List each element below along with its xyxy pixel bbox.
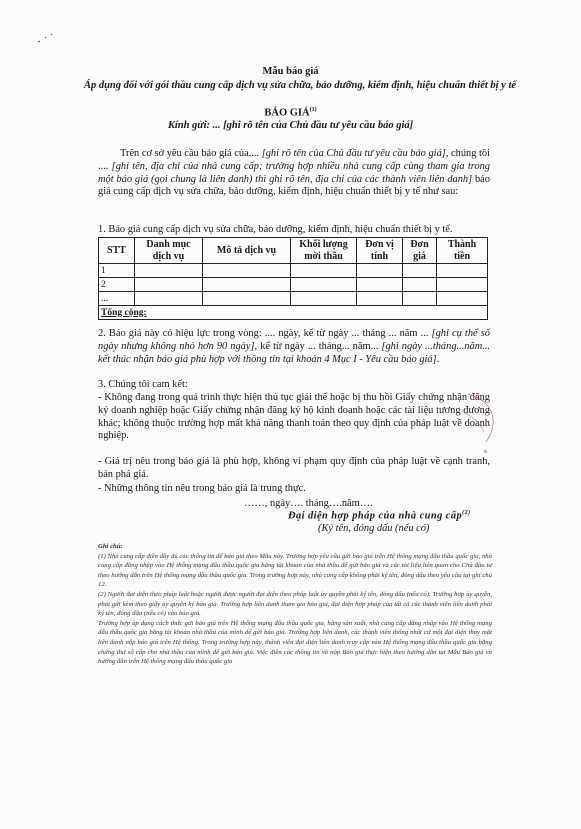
commitment-item-3: - Những thông tin nêu trong báo giá là trung thực.	[98, 483, 306, 494]
intro-d: [ghi tên, địa chỉ của nhà cung cấp; trường hợp nhiều nhà cung cấp cùng tham gia trong một báo giá (gọi chung là liên danh) thì ghi rõ tên, địa chỉ của các thành viên liên danh]	[98, 160, 490, 185]
addressee-line: Kính gửi: ... [ghi rõ tên của Chủ đầu tư yêu cầu báo giá]	[167, 120, 414, 131]
notes-heading: Ghi chú:	[98, 543, 123, 550]
table-header-row	[99, 238, 488, 264]
intro-a: Trên cơ sở yêu cầu báo giá của....	[120, 148, 262, 159]
table-header-cell: Thành tiền	[437, 238, 488, 264]
notes-block	[98, 542, 492, 667]
table-header-cell: Mô tả dịch vụ	[203, 238, 291, 264]
stamp-mark	[458, 392, 504, 458]
section-2-e: .	[436, 353, 440, 365]
intro-e: báo giá cung cấp dịch vụ sửa chữa, bảo dưỡng, kiểm định, hiệu chuẩn thiết bị y tế như sau:	[98, 173, 490, 198]
document-title-text: BÁO GIÁ	[264, 107, 310, 119]
intro-paragraph	[98, 148, 490, 199]
row-number: 2	[99, 278, 135, 292]
intro-b: [ghi rõ tên của Chủ đầu tư yêu cầu báo giá]	[261, 148, 446, 159]
document-title	[0, 107, 581, 119]
table-header-cell: Danh mục dịch vụ	[135, 238, 203, 264]
section-1-heading: 1. Báo giá cung cấp dịch vụ sửa chữa, bảo dưỡng, kiểm định, hiệu chuẩn thiết bị y tế.	[98, 224, 453, 235]
signature-title-text: Đại diện hợp pháp của nhà cung cấp	[288, 510, 463, 522]
section-3-heading: 3. Chúng tôi cam kết:	[98, 379, 188, 390]
row-number: 1	[99, 264, 135, 278]
table-row	[99, 292, 488, 306]
table-row	[99, 278, 488, 292]
signature-title	[288, 510, 471, 521]
section-2-d: [ghi ngày ...tháng...năm... kết thúc nhận báo giá phù hợp với thông tin tại khoản 4 Mục I - Yêu cầu báo giá]	[98, 340, 490, 365]
section-2-paragraph	[98, 328, 490, 366]
document-subject: Áp dụng đối với gói thầu cung cấp dịch vụ sửa chữa, bảo dưỡng, kiểm định, hiệu chuẩn thiết bị y tế	[83, 80, 517, 91]
note-1: (1) Nhà cung cấp điền đầy đủ các thông tin để báo giá theo Mẫu này. Trường hợp yêu cầu gửi báo giá trên Hệ thống mạng đấu thầu quốc gia, nhà cung cấp đăng nhập vào Hệ thống mạng đấu thầu quốc gia bằng tài khoản của nhà thầu để gửi báo giá và các tài liệu liên quan cho Chủ đầu tư theo hướng dẫn trên Hệ thống mạng đấu thầu quốc gia. Trong trường hợp này, nhà cung cấp không phải ký tên, đóng dấu theo yêu cầu tại ghi chú 12.	[98, 552, 492, 589]
table-header-cell: Đơn giá	[403, 238, 437, 264]
row-number: ...	[99, 292, 135, 306]
signature-title-footnote: (2)	[462, 510, 471, 516]
commitment-item-2: - Giá trị nêu trong báo giá là phù hợp, không vi phạm quy định của pháp luật về cạnh tranh, bán phá giá.	[98, 456, 490, 480]
section-2-c: , kể từ ngày ... tháng... năm...	[254, 340, 382, 352]
table-header-cell: Đơn vị tính	[357, 238, 403, 264]
table-header-cell: STT	[99, 238, 135, 264]
table-total-row	[99, 306, 488, 320]
form-title: Mẫu báo giá	[262, 66, 319, 77]
intro-c: , chúng tôi ....	[98, 148, 490, 172]
note-3: Trường hợp áp dụng cách thức gửi báo giá trên Hệ thống mạng đấu thầu quốc gia, hãng sản xuất, nhà cung cấp đăng nhập vào Hệ thống mạng đấu thầu quốc gia bằng tài khoản nhà thầu của mình để gửi báo giá. Trường hợp liên danh, các thành viên thống nhất cử một đại diện thay mặt liên danh nộp báo giá trên Hệ thống. Trong trường hợp này, thành viên đại diện liên danh truy cập vào Hệ thống mạng đấu thầu quốc gia bằng chứng thư số cấp cho nhà thầu của mình để gửi báo giá. Việc điền các thông tin và nộp Báo giá thực hiện theo hướng dẫn tại Mẫu Báo giá và hướng dẫn trên Hệ thống mạng đấu thầu quốc gia	[98, 619, 492, 666]
scan-artifact-mark	[36, 33, 56, 47]
table-row	[99, 264, 488, 278]
table-header-cell: Khối lượng mời thầu	[291, 238, 357, 264]
signature-subtitle: (Ký tên, đóng dấu (nếu có)	[318, 523, 430, 534]
section-2-b: [ghi cụ thể số ngày nhưng không nhỏ hơn 90 ngày]	[98, 328, 491, 352]
document-title-footnote: (1)	[309, 107, 317, 113]
section-2-a: 2. Báo giá này có hiệu lực trong vòng: .... ngày, kể từ ngày ... tháng ... năm ...	[98, 328, 432, 339]
note-2: (2) Người đại diện theo pháp luật hoặc người được người đại diện theo pháp luật ủy quyền phải ký tên, đóng dấu (nếu có). Trường hợp ủy quyền, phải gửi kèm theo giấy ủy quyền ký báo giá. Trường hợp liên danh tham gia báo giá, đại diện hợp pháp của tất cả các thành viên liên danh phải ký tên, đóng dấu (nếu có) vào báo giá.	[98, 590, 492, 618]
quotation-table	[98, 237, 488, 320]
total-label: Tổng cộng:	[99, 306, 488, 320]
commitment-item-1: - Không đang trong quá trình thực hiện thủ tục giải thể hoặc bị thu hồi Giấy chứng nhận đăng ký doanh nghiệp hoặc Giấy chứng nhận đăng ký hộ kinh doanh hoặc các tài liệu tương đương khác; không thuộc trường hợp mất khả năng thanh toán theo quy định của pháp luật về doanh nghiệp.	[98, 392, 490, 442]
signature-date-line: ……, ngày…. tháng….năm….	[244, 498, 373, 509]
